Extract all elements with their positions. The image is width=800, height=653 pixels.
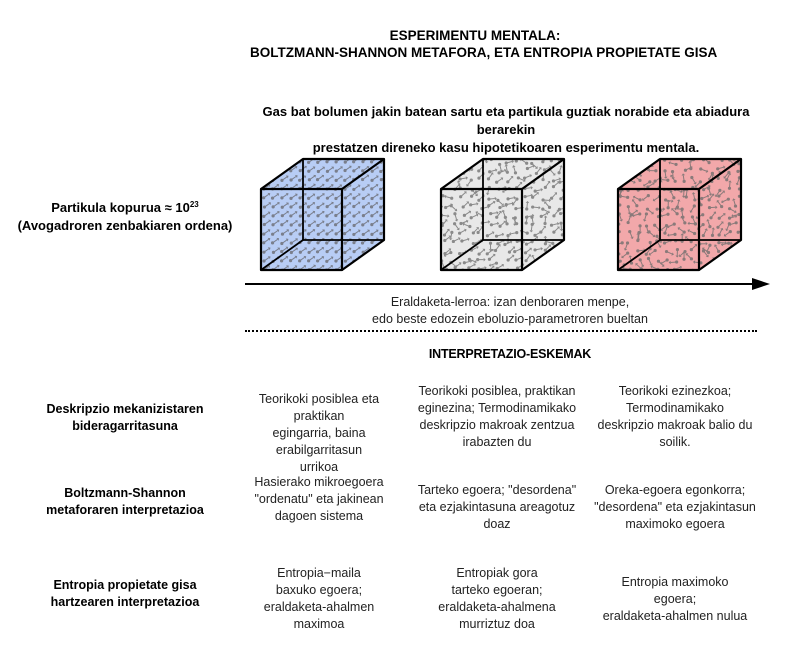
cell-text-line: Oreka-egoera egonkorra; xyxy=(604,483,746,497)
cell-text-line: "desordena" eta ezjakintasun xyxy=(594,500,756,514)
cell-text-line: Entropia−maila xyxy=(277,566,361,580)
cell-text-line: eraldaketa-ahalmen nulua xyxy=(602,609,748,623)
title-line-1: ESPERIMENTU MENTALA: xyxy=(389,28,561,43)
row-label-line-1: Entropia propietate gisa xyxy=(53,578,197,592)
cell-text-line: deskripzio makroak balio du xyxy=(597,418,753,432)
cell-text-line: egingarria, baina erabilgarritasun xyxy=(272,426,366,457)
cell-mechanistic-equilibrium xyxy=(590,383,760,451)
axis-caption xyxy=(300,294,720,328)
section-title: INTERPRETAZIO-ESKEMAK xyxy=(428,347,592,361)
cell-text-line: doaz xyxy=(483,517,511,531)
equilibrium-state-cube xyxy=(612,153,752,275)
ordered-state-cube xyxy=(255,153,395,275)
row-label-line-1: Deskripzio mekanizistaren xyxy=(46,402,204,416)
cell-text-line: soilik. xyxy=(659,435,691,449)
cell-text-line: Entropia maximoko xyxy=(621,575,729,589)
section-divider xyxy=(245,330,757,332)
experiment-description xyxy=(236,103,776,157)
cell-metaphor-ordered xyxy=(234,474,404,525)
cell-mechanistic-intermediate xyxy=(412,383,582,451)
cell-metaphor-equilibrium xyxy=(590,482,760,533)
cell-text-line: Entropiak gora xyxy=(456,566,538,580)
cell-text-line: eraldaketa-ahalmen xyxy=(263,600,375,614)
cell-text-line: egoera; xyxy=(653,592,697,606)
cell-text-line: maximoko egoera xyxy=(625,517,725,531)
cell-text-line: murriztuz doa xyxy=(459,617,535,631)
cell-text-line: eta ezjakintasuna areagotuz xyxy=(418,500,576,514)
axis-caption-line-2: edo beste edozein eboluzio-parametroren bueltan xyxy=(372,312,648,326)
arrow-head-icon xyxy=(752,278,770,290)
transformation-axis-arrow xyxy=(240,274,772,294)
row-label-line-1: Boltzmann-Shannon xyxy=(64,486,186,500)
cell-text-line: irabazten du xyxy=(462,435,532,449)
particle-count-label xyxy=(0,196,250,235)
intermediate-state-cube xyxy=(435,153,575,275)
row-label-line-2: hartzearen interpretazioa xyxy=(50,595,200,609)
cell-text-line: Tarteko egoera; "desordena" xyxy=(417,483,577,497)
diagram-title xyxy=(250,27,718,61)
cell-text-line: dagoen sistema xyxy=(274,509,364,523)
cell-text-line: baxuko egoera; xyxy=(275,583,363,597)
cell-text-line: "ordenatu" eta jakinean xyxy=(254,492,384,506)
row-label-mechanistic xyxy=(20,401,230,435)
intro-line-2: prestatzen direneko kasu hipotetikoaren esperimentu mentala. xyxy=(312,140,700,155)
particle-count-text: Partikula kopurua ≈ 10 xyxy=(51,200,190,215)
cell-mechanistic-ordered xyxy=(234,391,404,476)
cell-entropy-intermediate xyxy=(412,565,582,633)
axis-caption-line-1: Eraldaketa-lerroa: izan denboraren menpe, xyxy=(390,295,630,309)
row-label-line-2: bideragarritasuna xyxy=(72,419,178,433)
cell-text-line: Hasierako mikroegoera xyxy=(254,475,384,489)
cell-text-line: maximoa xyxy=(293,617,345,631)
cell-text-line: eginezina; Termodinamikako xyxy=(417,401,577,415)
cell-text-line: eraldaketa-ahalmena xyxy=(438,600,556,614)
title-line-2: BOLTZMANN-SHANNON METAFORA, ETA ENTROPIA PROPIETATE GISA xyxy=(250,45,718,60)
cell-text-line: Teorikoki ezinezkoa; xyxy=(618,384,732,398)
particle-count-exponent: 23 xyxy=(189,200,199,209)
cell-text-line: deskripzio makroak zentzua xyxy=(419,418,575,432)
row-label-entropy-property xyxy=(20,577,230,611)
cell-text-line: Teorikoki posiblea eta praktikan xyxy=(258,392,380,423)
cell-text-line: Teorikoki posiblea, praktikan xyxy=(418,384,576,398)
cell-entropy-equilibrium xyxy=(590,574,760,625)
cell-text-line: urrikoa xyxy=(299,460,339,474)
avogadro-note: (Avogadroren zenbakiaren ordena) xyxy=(17,218,233,233)
cell-text-line: tarteko egoeran; xyxy=(451,583,543,597)
row-label-line-2: metaforaren interpretazioa xyxy=(46,503,204,517)
cell-text-line: Termodinamikako xyxy=(626,401,724,415)
cell-metaphor-intermediate xyxy=(412,482,582,533)
cell-entropy-ordered xyxy=(234,565,404,633)
intro-line-1: Gas bat bolumen jakin batean sartu eta partikula guztiak norabide eta abiadura berarekin xyxy=(262,104,750,137)
row-label-boltzmann-shannon xyxy=(20,485,230,519)
